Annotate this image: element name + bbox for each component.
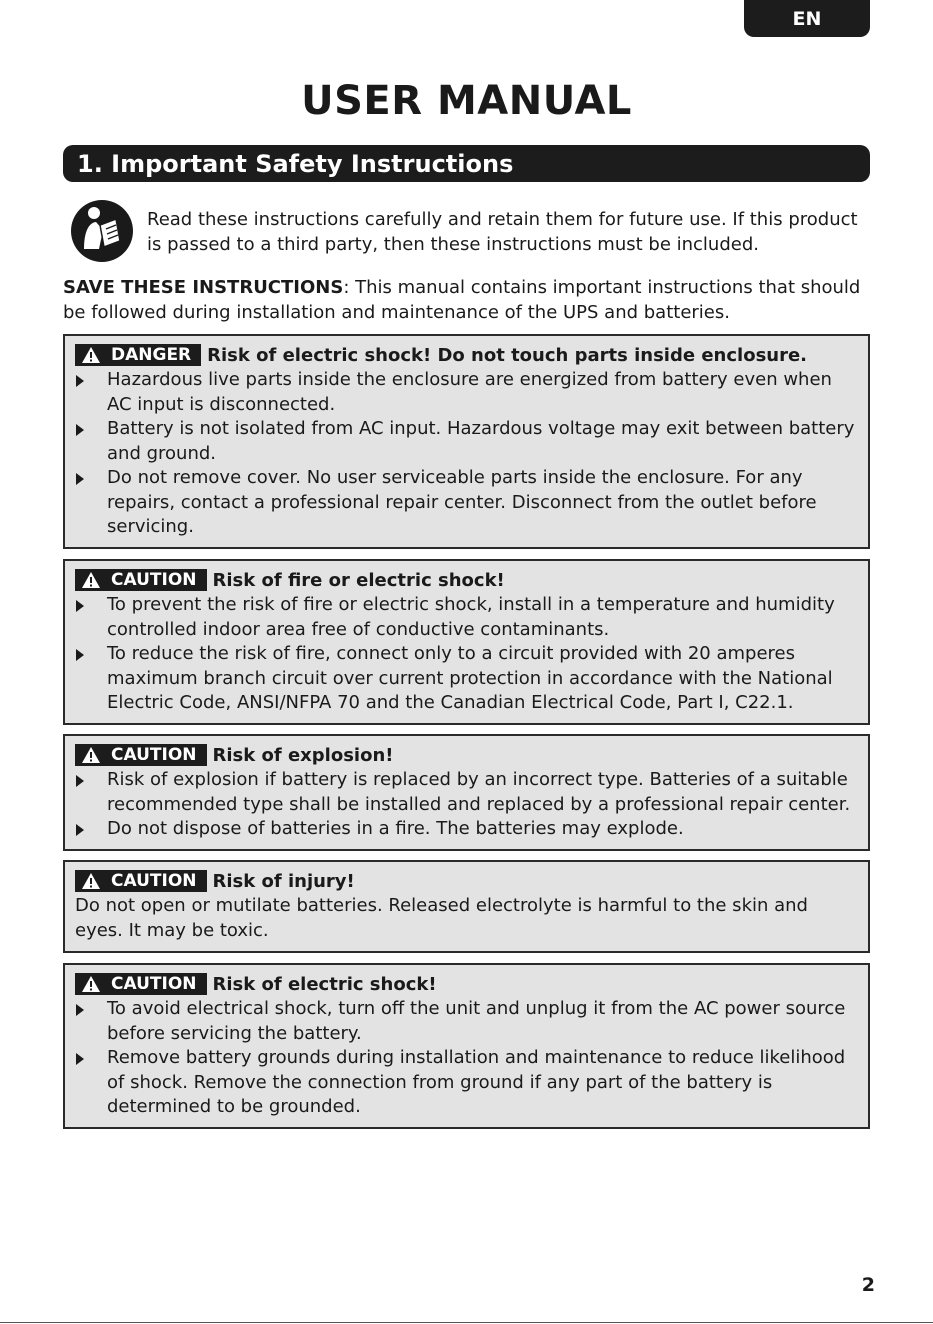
caution-badge — [75, 870, 207, 892]
danger-box — [63, 334, 870, 549]
badge-label: CAUTION — [111, 745, 197, 765]
item-text: Do not dispose of batteries in a fire. The batteries may explode. — [107, 818, 684, 839]
item-text: Battery is not isolated from AC input. Hazardous voltage may exit between battery and ground. — [107, 418, 855, 464]
box-header — [75, 971, 860, 997]
section-title: 1. Important Safety Instructions — [77, 149, 514, 178]
caution-explosion-box — [63, 734, 870, 851]
read-manual-icon — [70, 199, 134, 263]
box-heading: Risk of injury! — [212, 870, 355, 892]
bullet-icon — [75, 824, 85, 836]
caution-fire-box — [63, 559, 870, 725]
list-item — [75, 817, 860, 842]
caution-badge — [75, 744, 207, 766]
warning-triangle-icon — [81, 746, 101, 764]
box-heading: Risk of explosion! — [212, 744, 394, 766]
item-text: Do not remove cover. No user serviceable parts inside the enclosure. For any repairs, contact a professional repair center. Disconnect from the outlet before servicing. — [107, 467, 817, 537]
badge-label: DANGER — [111, 345, 192, 365]
warning-triangle-icon — [81, 872, 101, 890]
box-heading: Risk of fire or electric shock! — [212, 569, 505, 591]
box-heading: Risk of electric shock! — [212, 973, 437, 995]
badge-label: CAUTION — [111, 974, 197, 994]
list-item — [75, 642, 860, 716]
caution-badge — [75, 973, 207, 995]
badge-label: CAUTION — [111, 871, 197, 891]
caution-badge — [75, 569, 207, 591]
bullet-icon — [75, 424, 85, 436]
list-item — [75, 997, 860, 1046]
language-tab: EN — [744, 0, 870, 37]
item-text: Risk of explosion if battery is replaced by an incorrect type. Batteries of a suitable recommended type shall be installed and replaced by a professional repair center. — [107, 769, 851, 815]
warning-triangle-icon — [81, 975, 101, 993]
box-header — [75, 742, 860, 768]
bullet-icon — [75, 1053, 85, 1065]
box-header — [75, 342, 860, 368]
list-item — [75, 593, 860, 642]
list-item — [75, 417, 860, 466]
badge-label: CAUTION — [111, 570, 197, 590]
section-header — [63, 145, 870, 182]
bullet-icon — [75, 649, 85, 661]
item-text: Remove battery grounds during installation and maintenance to reduce likelihood of shock. Remove the connection from ground if any part of the battery is determined to be grounded. — [107, 1047, 846, 1117]
box-paragraph: Do not open or mutilate batteries. Released electrolyte is harmful to the skin and eyes. It may be toxic. — [75, 895, 808, 941]
bullet-icon — [75, 1004, 85, 1016]
bullet-icon — [75, 775, 85, 787]
page-title: USER MANUAL — [301, 78, 632, 124]
item-text: To prevent the risk of fire or electric shock, install in a temperature and humidity controlled indoor area free of conductive contaminants. — [107, 594, 835, 640]
save-instructions — [63, 275, 868, 325]
list-item — [75, 466, 860, 540]
item-text: Hazardous live parts inside the enclosure are energized from battery even when AC input is disconnected. — [107, 369, 832, 415]
box-header — [75, 868, 860, 894]
bottom-rule — [0, 1322, 933, 1323]
bullet-icon — [75, 473, 85, 485]
bullet-icon — [75, 600, 85, 612]
box-header — [75, 567, 860, 593]
caution-shock-box — [63, 963, 870, 1129]
item-text: To reduce the risk of fire, connect only to a circuit provided with 20 amperes maximum branch circuit over current protection in accordance with the National Electric Code, ANSI/NFPA 70 and the Canadian Electrical Code, Part I, C22.1. — [107, 643, 833, 713]
bullet-icon — [75, 375, 85, 387]
danger-badge — [75, 344, 201, 366]
save-text: : This manual contains important instructions that should be followed during installation and maintenance of the UPS and batteries. — [63, 277, 861, 323]
list-item — [75, 768, 860, 817]
caution-injury-box — [63, 860, 870, 953]
item-text: To avoid electrical shock, turn off the unit and unplug it from the AC power source before servicing the battery. — [107, 998, 846, 1044]
page-number: 2 — [861, 1274, 875, 1296]
save-label: SAVE THESE INSTRUCTIONS — [63, 277, 344, 298]
warning-triangle-icon — [81, 346, 101, 364]
warning-triangle-icon — [81, 571, 101, 589]
list-item — [75, 1046, 860, 1120]
intro-text: Read these instructions carefully and retain them for future use. If this product is passed to a third party, then these instructions must be included. — [147, 209, 858, 255]
box-heading: Risk of electric shock! Do not touch parts inside enclosure. — [207, 344, 808, 366]
list-item — [75, 368, 860, 417]
